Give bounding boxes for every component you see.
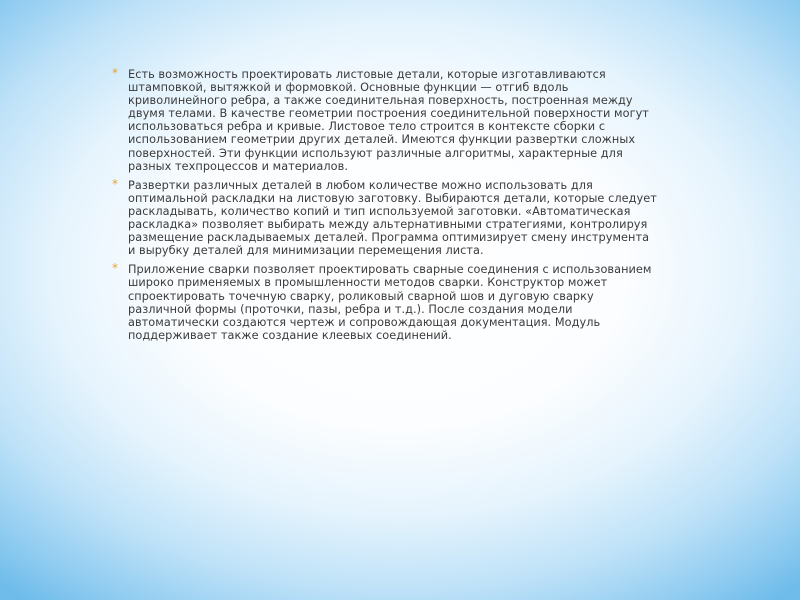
bullet-item <box>112 68 657 173</box>
bullet-item <box>112 176 657 258</box>
bullet-text: Есть возможность проектировать листовые детали, которые изготавливаются штамповкой, вытяжкой и формовкой. Основные функции — отгиб вдоль криволинейного ребра, а также соединительная поверхность, построенная между двумя телами. В качестве геометрии построения соединительной поверхности могут использоваться ребра и кривые. Листовое тело строится в контексте сборки с использованием геометрии других деталей. Имеются функции развертки сложных поверхностей. Эти функции используют различные алгоритмы, характерные для разных техпроцессов и материалов. <box>128 68 649 173</box>
bullet-text: Развертки различных деталей в любом количестве можно использовать для оптимальной раскладки на листовую заготовку. Выбираются детали, которые следует раскладывать, количество копий и тип используемой заготовки. «Автоматическая раскладка» позволяет выбирать между альтернативными стратегиями, контролируя размещение раскладываемых деталей. Программа оптимизирует смену инструмента и вырубку деталей для минимизации перемещения листа. <box>128 178 657 258</box>
bullet-star-icon: * <box>112 66 119 80</box>
bullet-star-icon: * <box>112 261 119 276</box>
bullet-item <box>112 263 657 342</box>
slide-body <box>112 68 657 348</box>
bullet-text: Приложение сварки позволяет проектировать сварные соединения с использованием широко применяемых в промышленности методов сварки. Конструктор может спроектировать точечную сварку, роликовый сварной шов и дуговую сварку различной формы (проточки, пазы, ребра и т.д.). После создания модели автоматически создаются чертеж и сопровождающая документация. Модуль поддерживает также создание клеевых соединений. <box>128 263 652 342</box>
bullet-star-icon: * <box>112 176 119 191</box>
